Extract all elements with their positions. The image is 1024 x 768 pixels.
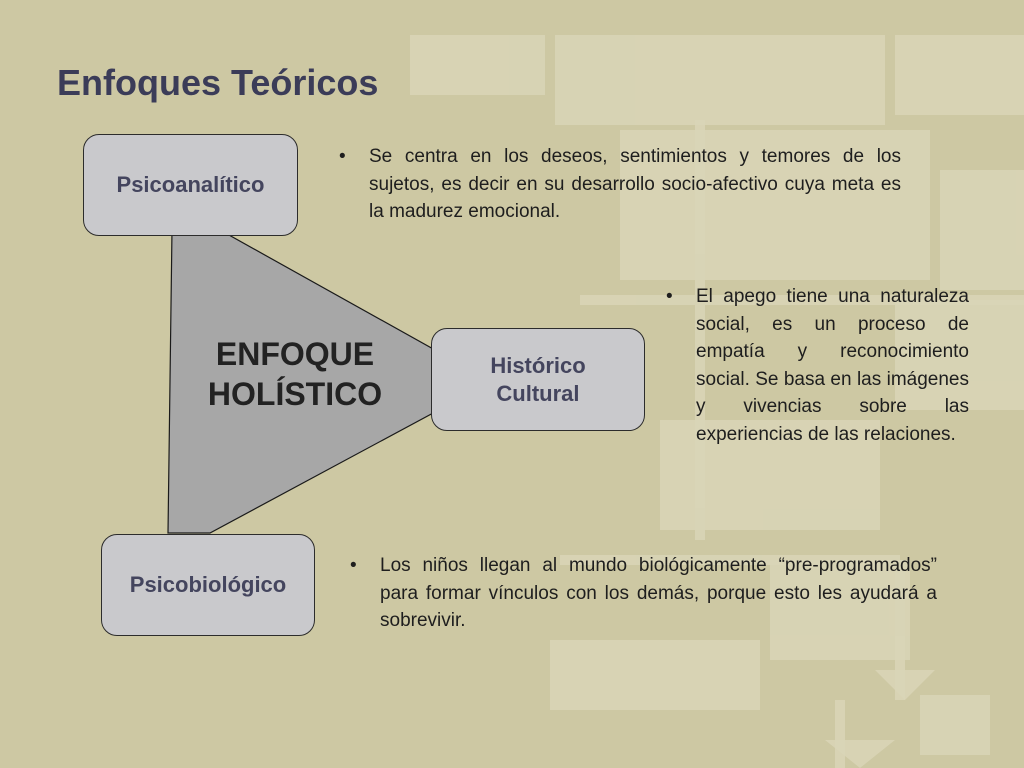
node-psicoanalitico (83, 134, 298, 236)
bullet-marker: • (666, 286, 673, 307)
node-historico-cultural (431, 328, 645, 431)
page-title: Enfoques Teóricos (57, 62, 379, 103)
description-psicobiologico-text: Los niños llegan al mundo biológicamente “pre-programados” para formar vínculos con los demás, porque esto les ayudará a sobrevivir. (380, 555, 937, 631)
node-psicoanalitico-label: Psicoanalítico (116, 172, 265, 197)
center-label: ENFOQUE HOLÍSTICO (207, 336, 383, 412)
description-historico-cultural (666, 283, 969, 448)
description-psicoanalitico-text: Se centra en los deseos, sentimientos y temores de los sujetos, es decir en su desarrollo socio-afectivo cuya meta es la madurez emocional. (369, 146, 901, 222)
node-psicobiologico-label: Psicobiológico (129, 572, 287, 597)
node-historico-cultural-label: Histórico Cultural (490, 352, 586, 406)
node-psicobiologico (101, 534, 315, 636)
bullet-marker: • (350, 555, 357, 576)
description-psicobiologico (350, 552, 937, 635)
description-psicoanalitico (339, 143, 901, 226)
description-historico-cultural-text: El apego tiene una naturaleza social, es un proceso de empatía y reconocimiento social. Se basa en las imágenes y vivencias sobre las experiencias de las relaciones. (696, 286, 969, 445)
bullet-marker: • (339, 146, 346, 167)
